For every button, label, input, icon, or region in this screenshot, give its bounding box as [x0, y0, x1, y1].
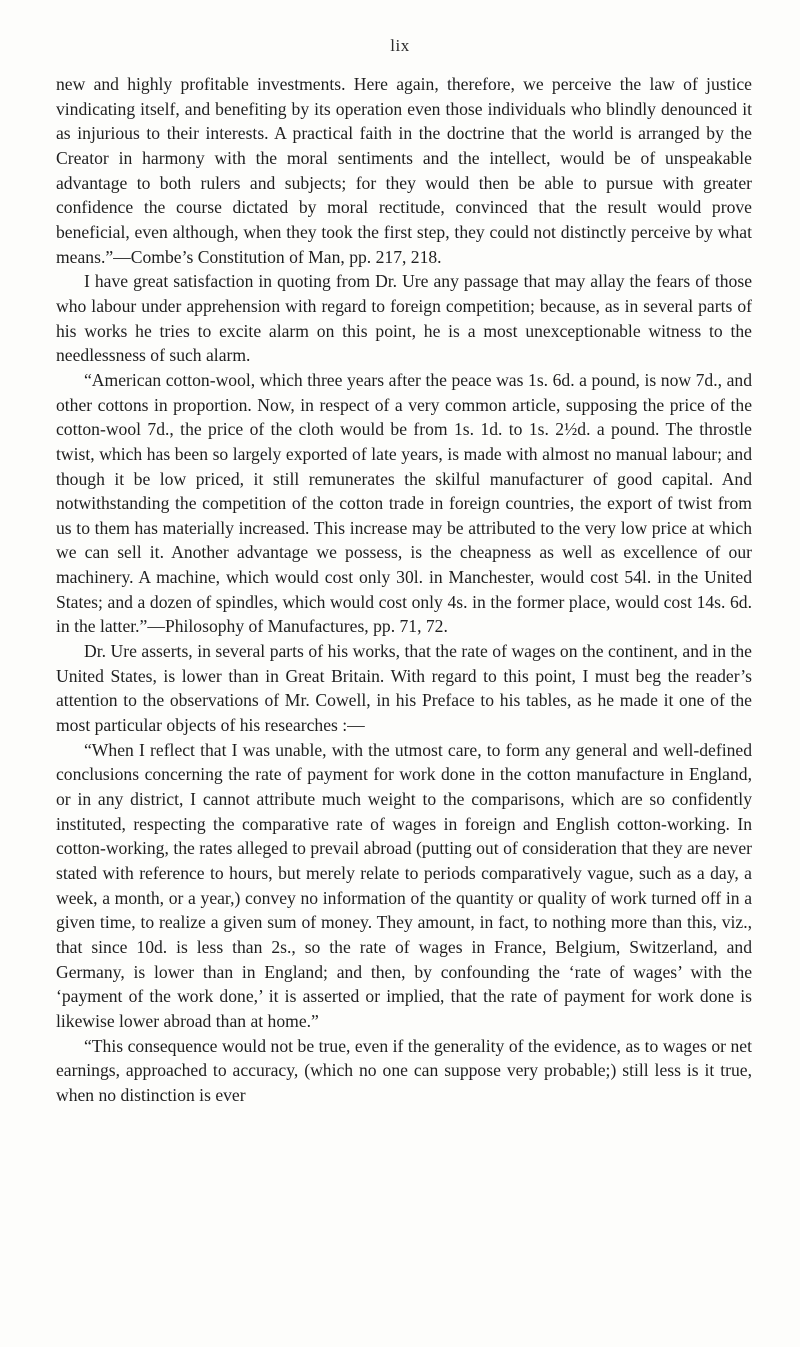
quote-cowell: “When I reflect that I was unable, with the utmost care, to form any general and well-defined conclusions concerning the rate of payment for work done in the cotton manufacture in England, or in any district, I cannot attribute much weight to the comparisons, which are so confidently instituted, respecting the comparative rate of wages in foreign and English cotton-working. In cotton-working, the rates alleged to prevail abroad (putting out of consideration that they are never stated with reference to hours, but merely relate to periods comparatively vague, such as a day, a week, a month, or a year,) convey no information of the quantity or quality of work turned off in a given time, to realize a given sum of money. They amount, in fact, to nothing more than this, viz., that since 10d. is less than 2s., so the rate of wages in France, Belgium, Switzerland, and Germany, is lower than in England; and then, by confounding the ‘rate of wages’ with the ‘payment of the work done,’ it is asserted or implied, that the rate of payment for work done is likewise lower abroad than at home.”	[56, 739, 752, 1031]
paragraph-continuation: new and highly profitable investments. Here again, therefore, we perceive the law of justice vindicating itself, and benefiting by its operation even those individuals who blindly denounced it as injurious to their interests. A practical faith in the doctrine that the world is arranged by the Creator in harmony with the moral sentiments and the intellect, would be of unspeakable advantage to both rulers and subjects; for they would then be able to pursue with greater confidence the course dictated by moral rectitude, convinced that the result would prove beneficial, even although, when they took the first step, they could not distinctly perceive by what means.”—Combe’s Constitution of Man, pp. 217, 218.	[56, 74, 752, 267]
paragraph-ure-intro: I have great satisfaction in quoting from Dr. Ure any passage that may allay the fears of those who labour under apprehension with regard to foreign competition; because, as in several parts of his works he tries to excite alarm on this point, he is a most unexceptionable witness to the needlessness of such alarm.	[56, 271, 752, 366]
page-number: lix	[390, 36, 410, 55]
body-text	[56, 72, 752, 1108]
quote-cotton-wool: “American cotton-wool, which three years after the peace was 1s. 6d. a pound, is now 7d., and other cottons in proportion. Now, in respect of a very common article, supposing the price of the cotton-wool 7d., the price of the cloth would be from 1s. 1d. to 1s. 2½d. a pound. The throstle twist, which has been so largely exported of late years, is made with almost no manual labour; and though it be low priced, it still remunerates the skilful manufacturer of good capital. And notwithstanding the competition of the cotton trade in foreign countries, the export of twist from us to them has materially increased. This increase may be attributed to the very low price at which we can sell it. Another advantage we possess, is the cheapness as well as excellence of our machinery. A machine, which would cost only 30l. in Manchester, would cost 54l. in the United States; and a dozen of spindles, which would cost only 4s. in the former place, would cost 14s. 6d. in the latter.”—Philosophy of Manufactures, pp. 71, 72.	[56, 369, 752, 637]
paragraph-wages: Dr. Ure asserts, in several parts of his works, that the rate of wages on the continent, and in the United States, is lower than in Great Britain. With regard to this point, I must beg the reader’s attention to the observations of Mr. Cowell, in his Preface to his tables, as he made it one of the most particular objects of his researches :—	[56, 641, 752, 736]
quote-cowell-continued: “This consequence would not be true, even if the generality of the evidence, as to wages or net earnings, approached to accuracy, (which no one can suppose very probable;) still less is it true, when no distinction is ever	[56, 1035, 752, 1105]
